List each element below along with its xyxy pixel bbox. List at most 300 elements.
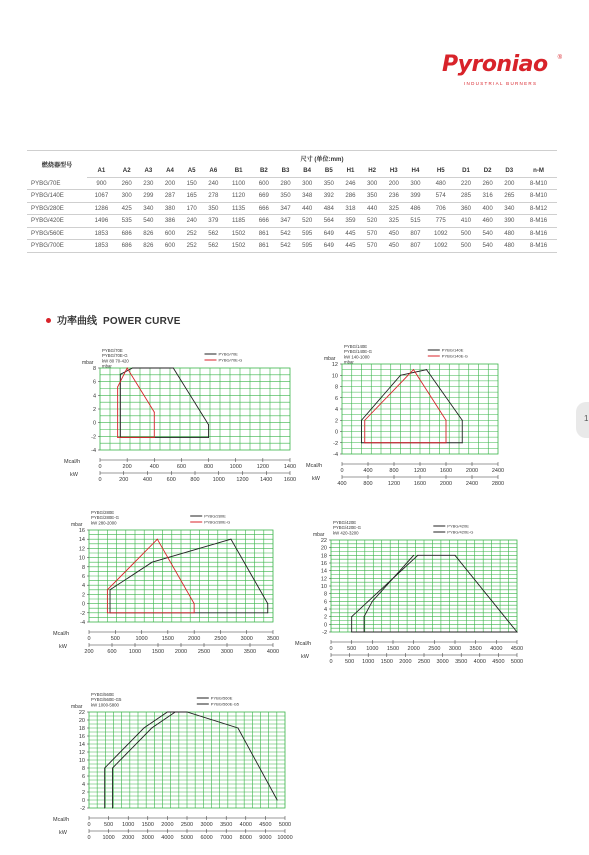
value-cell: 900: [96, 179, 107, 187]
x-tick-label-mcal: 2000: [161, 822, 174, 828]
value-cell: 200: [164, 179, 176, 187]
data-point: [167, 712, 168, 713]
value-cell: 562: [208, 229, 219, 237]
x-tick-label-kw: 4500: [492, 659, 505, 665]
column-header: D3: [498, 165, 520, 177]
data-point: [446, 442, 447, 443]
data-point: [372, 601, 373, 602]
x-unit-mcal: Mcal/h: [53, 631, 70, 637]
legend-series-name: PYBG/280E-G: [204, 519, 231, 525]
value-cell: 265: [504, 192, 515, 200]
data-point: [110, 589, 111, 590]
y-tick-label: 22: [78, 710, 85, 716]
y-tick-label: 2: [81, 592, 85, 599]
column-header: B3: [275, 165, 297, 177]
value-cell: 165: [186, 192, 197, 200]
y-tick-label: -2: [80, 610, 85, 617]
legend-text: PYBG/70E: [102, 348, 123, 353]
data-point: [361, 420, 362, 421]
value-cell: 600: [258, 179, 269, 187]
x-tick-label-kw: 1600: [283, 477, 297, 483]
x-tick-label-kw: 9000: [259, 835, 272, 841]
column-header: n-M: [520, 165, 557, 177]
data-point: [117, 437, 118, 438]
value-cell: 285: [460, 192, 472, 200]
x-unit-mcal: Mcal/h: [64, 459, 81, 465]
y-axis-label: mbar: [324, 356, 336, 362]
y-axis-label: mbar: [71, 704, 83, 710]
x-tick-label-mcal: 0: [340, 468, 344, 474]
x-tick-label-mcal: 400: [149, 464, 159, 470]
value-cell: 252: [186, 242, 197, 250]
y-tick-label: 16: [78, 528, 85, 534]
y-tick-label: 6: [81, 774, 85, 780]
value-cell: 595: [302, 229, 313, 237]
value-cell: 649: [323, 242, 334, 250]
value-cell: 500: [460, 229, 472, 237]
column-header: H2: [361, 165, 383, 177]
value-cell: 1853: [94, 229, 109, 237]
value-cell: 480: [504, 229, 515, 237]
x-tick-label-kw: 5000: [510, 659, 524, 665]
x-tick-label-kw: 7000: [220, 835, 233, 841]
value-cell: 236: [388, 192, 399, 200]
data-point: [426, 369, 427, 370]
data-point: [187, 712, 188, 713]
dimension-table: [27, 150, 557, 253]
legend-text: kW 420-3200: [333, 530, 359, 536]
x-unit-kw: kW: [312, 476, 320, 482]
x-tick-label-mcal: 1400: [283, 464, 297, 470]
x-tick-label-mcal: 2500: [180, 822, 194, 828]
x-tick-label-kw: 2000: [439, 481, 453, 487]
value-cell: 200: [504, 179, 515, 187]
x-tick-label-mcal: 800: [389, 468, 399, 474]
value-cell: 666: [258, 217, 269, 225]
model-cell: PYBG/280E: [31, 204, 64, 212]
y-tick-label: 8: [81, 766, 85, 772]
x-tick-label-kw: 1600: [413, 481, 427, 487]
x-tick-label-kw: 1000: [102, 835, 115, 841]
x-tick-label-mcal: 1200: [413, 468, 427, 474]
value-cell: 486: [410, 204, 421, 212]
x-tick-label-mcal: 600: [176, 464, 187, 470]
x-tick-label-mcal: 500: [104, 822, 114, 828]
column-header: A1: [87, 165, 116, 177]
x-tick-label-mcal: 4500: [510, 646, 524, 652]
x-tick-label-mcal: 1200: [256, 464, 269, 470]
y-tick-label: 0: [92, 420, 96, 427]
legend-text: PYBG/420E: [333, 520, 357, 525]
value-cell: 1067: [94, 192, 109, 200]
value-cell: 542: [280, 242, 291, 250]
model-cell: PYBG/560E: [31, 229, 64, 237]
value-cell: 564: [323, 217, 334, 225]
legend-series-name: PYBG/140E-G: [441, 353, 468, 359]
registered-mark: ®: [557, 55, 562, 61]
value-cell: 540: [482, 229, 493, 237]
section-title-cn: 功率曲线: [57, 316, 97, 327]
value-cell: 826: [143, 229, 154, 237]
legend-text: PYBG/70E-G: [102, 353, 128, 359]
x-tick-label-kw: 0: [329, 659, 333, 665]
x-tick-label-kw: 2000: [399, 659, 412, 665]
value-cell: 340: [143, 204, 154, 212]
y-tick-label: 4: [92, 393, 96, 400]
x-tick-label-mcal: 4500: [259, 822, 272, 828]
value-cell: 300: [121, 192, 132, 200]
power-curve-chart-280e: [53, 510, 293, 658]
data-point: [104, 768, 105, 769]
y-tick-label: 6: [81, 574, 85, 580]
y-tick-label: 14: [78, 742, 85, 748]
table-header-row: [27, 151, 557, 166]
value-cell: 775: [435, 217, 446, 225]
value-cell: 399: [410, 192, 421, 200]
column-header: A3: [138, 165, 160, 177]
value-cell: 286: [345, 192, 356, 200]
x-unit-kw: kW: [59, 830, 67, 836]
x-tick-label-kw: 4000: [266, 649, 280, 655]
x-tick-label-kw: 1000: [362, 659, 375, 665]
x-tick-label-kw: 5000: [180, 835, 194, 841]
value-cell: 1100: [232, 179, 246, 187]
data-point: [364, 616, 365, 617]
legend-text: kW 80 70-420: [102, 358, 129, 364]
data-point: [368, 601, 369, 602]
column-header: A2: [116, 165, 138, 177]
y-tick-label: 12: [78, 750, 85, 756]
data-point: [400, 375, 401, 376]
value-cell: 445: [345, 229, 356, 237]
y-tick-label: 8: [323, 591, 327, 598]
data-point: [364, 632, 365, 633]
y-axis-label: mbar: [313, 532, 325, 538]
x-tick-label-mcal: 800: [203, 464, 214, 470]
data-point: [361, 442, 362, 443]
value-cell: 520: [302, 217, 313, 225]
value-cell: 649: [323, 229, 334, 237]
value-cell: 595: [302, 242, 313, 250]
value-cell: 706: [435, 204, 446, 212]
y-tick-label: -4: [80, 620, 85, 626]
data-point: [173, 368, 174, 369]
x-tick-label-mcal: 1600: [439, 468, 453, 474]
power-curve-chart-420e: [295, 510, 530, 665]
value-cell: 535: [121, 217, 132, 225]
value-cell: 392: [323, 192, 334, 200]
data-point: [455, 555, 456, 556]
x-tick-label-kw: 2000: [174, 649, 188, 655]
data-point: [127, 368, 128, 369]
data-point: [364, 442, 365, 443]
x-tick-label-kw: 1400: [260, 477, 273, 483]
data-point: [351, 616, 352, 617]
value-cell: 1092: [433, 229, 448, 237]
value-cell: 445: [345, 242, 356, 250]
x-tick-label-mcal: 3500: [266, 636, 280, 642]
x-tick-label-mcal: 0: [87, 822, 91, 828]
data-point: [351, 632, 352, 633]
value-cell: 325: [388, 204, 399, 212]
table-row: [27, 177, 557, 190]
table-body: [27, 177, 557, 252]
model-cell: PYBG/70E: [31, 179, 61, 187]
x-tick-label-mcal: 0: [329, 646, 333, 652]
value-cell: 300: [302, 179, 313, 187]
x-tick-label-mcal: 400: [363, 468, 373, 474]
table-row: [27, 240, 557, 253]
legend-series-name: PYBG/70E-G: [218, 357, 243, 363]
y-tick-label: 8: [334, 384, 338, 391]
data-point: [107, 589, 108, 590]
y-tick-label: 0: [334, 429, 338, 436]
x-tick-label-kw: 2400: [465, 481, 479, 487]
y-tick-label: 10: [320, 584, 327, 590]
value-cell: 1286: [94, 204, 109, 212]
value-cell: 600: [164, 242, 176, 250]
legend-series-name: PYBG/280E: [204, 513, 226, 519]
value-cell: 340: [504, 204, 515, 212]
column-header: A4: [159, 165, 181, 177]
x-tick-label-mcal: 1500: [141, 822, 154, 828]
value-cell: 379: [208, 217, 219, 225]
data-point: [194, 612, 195, 613]
y-tick-label: 10: [78, 758, 85, 764]
value-cell: 540: [482, 242, 493, 250]
y-tick-label: 8: [92, 366, 96, 372]
y-tick-label: 6: [92, 379, 96, 386]
value-cell: 200: [388, 179, 399, 187]
legend-text: kW 140-1000: [344, 354, 370, 360]
y-tick-label: 14: [320, 568, 327, 575]
value-cell: 359: [345, 217, 356, 225]
x-tick-label-kw: 4000: [473, 659, 486, 665]
y-tick-label: -2: [91, 434, 96, 441]
value-cell: 400: [482, 204, 493, 212]
value-cell: 260: [121, 179, 132, 187]
x-tick-label-kw: 8000: [239, 835, 252, 841]
x-tick-label-mcal: 1000: [135, 636, 148, 642]
value-cell: 260: [482, 179, 493, 187]
y-axis-label: mbar: [82, 360, 94, 366]
x-tick-label-mcal: 2400: [491, 468, 505, 474]
column-header: B2: [253, 165, 275, 177]
value-cell: 360: [460, 204, 472, 212]
value-cell: 574: [435, 192, 446, 200]
x-tick-label-kw: 2000: [122, 835, 135, 841]
value-cell: 150: [186, 179, 197, 187]
y-tick-label: 16: [320, 561, 327, 567]
y-tick-label: 18: [78, 726, 85, 732]
y-tick-label: 22: [320, 538, 327, 544]
column-header: D1: [455, 165, 477, 177]
value-cell: 240: [208, 179, 219, 187]
data-point: [208, 424, 209, 425]
x-unit-kw: kW: [301, 654, 309, 660]
model-cell: PYBG/700E: [31, 242, 64, 250]
y-tick-label: 16: [78, 734, 85, 740]
column-header: H4: [405, 165, 427, 177]
x-tick-label-mcal: 3500: [220, 822, 233, 828]
power-curve-chart-70e: [60, 338, 300, 498]
x-tick-label-mcal: 5000: [278, 822, 292, 828]
value-cell: 325: [388, 217, 399, 225]
data-point: [117, 386, 118, 387]
column-header-row: [27, 165, 557, 177]
legend-text: mbar: [102, 363, 112, 369]
y-axis-label: mbar: [71, 522, 83, 528]
data-point: [417, 555, 418, 556]
value-cell: 480: [504, 242, 515, 250]
dimension-header: 尺寸 (单位:mm): [300, 155, 344, 163]
x-tick-label-kw: 0: [87, 835, 91, 841]
x-tick-label-mcal: 3000: [448, 646, 462, 652]
x-tick-label-mcal: 1000: [122, 822, 135, 828]
value-cell: 8-M16: [529, 229, 548, 237]
value-cell: 8-M12: [529, 204, 548, 212]
model-cell: PYBG/420E: [31, 217, 64, 225]
y-tick-label: -4: [333, 452, 338, 458]
value-cell: 1185: [232, 217, 246, 225]
value-cell: 520: [367, 217, 378, 225]
data-point: [152, 562, 153, 563]
x-tick-label-kw: 600: [166, 477, 176, 483]
x-tick-label-kw: 1200: [387, 481, 401, 487]
y-tick-label: 4: [81, 583, 85, 590]
data-point: [154, 437, 155, 438]
value-cell: 450: [388, 229, 399, 237]
y-tick-label: -2: [322, 630, 327, 636]
table-row: [27, 215, 557, 228]
x-tick-label-mcal: 1000: [366, 646, 379, 652]
x-tick-label-kw: 6000: [200, 835, 213, 841]
value-cell: 348: [302, 192, 313, 200]
legend-text: kW 1000-5800: [91, 702, 119, 708]
x-tick-label-kw: 1500: [380, 659, 393, 665]
value-cell: 686: [121, 242, 132, 250]
data-point: [277, 800, 278, 801]
model-header: 燃烧器型号: [41, 161, 73, 169]
value-cell: 484: [323, 204, 334, 212]
column-header: A5: [181, 165, 203, 177]
page-side-tab[interactable]: [576, 402, 589, 438]
value-cell: 316: [482, 192, 493, 200]
x-tick-label-kw: 3500: [243, 649, 257, 655]
legend-series-name: PYBG/140E: [441, 347, 464, 353]
legend-text: PYBG/280E: [91, 510, 115, 515]
data-point: [413, 555, 414, 556]
y-tick-label: 6: [334, 395, 338, 402]
column-header: B4: [296, 165, 318, 177]
value-cell: 1502: [231, 242, 246, 250]
legend-text: mbar: [344, 359, 354, 365]
x-tick-label-mcal: 3000: [200, 822, 213, 828]
y-tick-label: 0: [81, 601, 85, 608]
y-tick-label: 18: [320, 553, 327, 560]
y-tick-label: 8: [81, 564, 85, 571]
x-tick-label-kw: 2800: [491, 481, 505, 487]
value-cell: 562: [208, 242, 219, 250]
value-cell: 300: [367, 179, 378, 187]
x-tick-label-mcal: 4000: [490, 646, 503, 652]
data-point: [175, 712, 176, 713]
data-point: [157, 539, 158, 540]
column-header: D2: [477, 165, 499, 177]
y-tick-label: -2: [80, 806, 85, 812]
y-tick-label: 10: [78, 555, 85, 562]
side-tab-label: 1: [584, 414, 589, 423]
power-curve-chart-140e: [306, 340, 516, 500]
x-tick-label-mcal: 3500: [469, 646, 482, 652]
x-tick-label-mcal: 1000: [229, 464, 242, 470]
brand-name: Pyroniao: [442, 52, 548, 77]
value-cell: 300: [410, 179, 421, 187]
y-tick-label: 2: [92, 407, 96, 413]
x-tick-label-kw: 1200: [236, 477, 249, 483]
section-title-en: POWER CURVE: [103, 316, 181, 327]
value-cell: 278: [208, 192, 219, 200]
value-cell: 1502: [231, 229, 246, 237]
value-cell: 515: [410, 217, 421, 225]
data-point: [132, 368, 133, 369]
value-cell: 570: [367, 242, 378, 250]
value-cell: 1496: [94, 217, 109, 225]
data-point: [267, 612, 268, 613]
x-tick-label-mcal: 1500: [161, 636, 174, 642]
value-cell: 410: [460, 217, 472, 225]
x-unit-mcal: Mcal/h: [295, 641, 312, 647]
legend-text: PYBG/140E-G: [344, 349, 372, 355]
value-cell: 460: [482, 217, 493, 225]
x-tick-label-kw: 1500: [151, 649, 165, 655]
value-cell: 252: [186, 229, 197, 237]
y-tick-label: 0: [81, 798, 85, 804]
x-tick-label-mcal: 2000: [407, 646, 420, 652]
value-cell: 318: [345, 204, 356, 212]
legend-text: PYBG/420E-G: [333, 525, 361, 531]
y-tick-label: 2: [323, 614, 327, 621]
brand-tagline: INDUSTRIAL BURNERS: [464, 81, 538, 86]
y-tick-label: 4: [323, 607, 327, 613]
legend-text: PYBG/280E-G: [91, 515, 119, 521]
value-cell: 861: [258, 242, 269, 250]
x-tick-label-kw: 400: [337, 481, 347, 487]
x-tick-label-kw: 200: [84, 649, 94, 655]
data-point: [112, 808, 113, 809]
x-tick-label-mcal: 2500: [428, 646, 441, 652]
x-tick-label-kw: 800: [190, 477, 200, 483]
value-cell: 480: [435, 179, 446, 187]
value-cell: 390: [504, 217, 515, 225]
value-cell: 440: [367, 204, 378, 212]
data-point: [107, 612, 108, 613]
value-cell: 540: [143, 217, 154, 225]
x-tick-label-mcal: 500: [110, 636, 120, 642]
data-point: [230, 539, 231, 540]
value-cell: 170: [186, 204, 197, 212]
value-cell: 450: [388, 242, 399, 250]
value-cell: 861: [258, 229, 269, 237]
x-tick-label-kw: 500: [345, 659, 355, 665]
legend-series-name: PYBG/70E: [218, 351, 238, 357]
x-tick-label-kw: 1000: [128, 649, 142, 655]
value-cell: 1853: [94, 242, 109, 250]
value-cell: 600: [164, 229, 176, 237]
section-title: [46, 312, 181, 327]
y-tick-label: -4: [91, 448, 96, 454]
x-tick-label-kw: 600: [107, 649, 117, 655]
